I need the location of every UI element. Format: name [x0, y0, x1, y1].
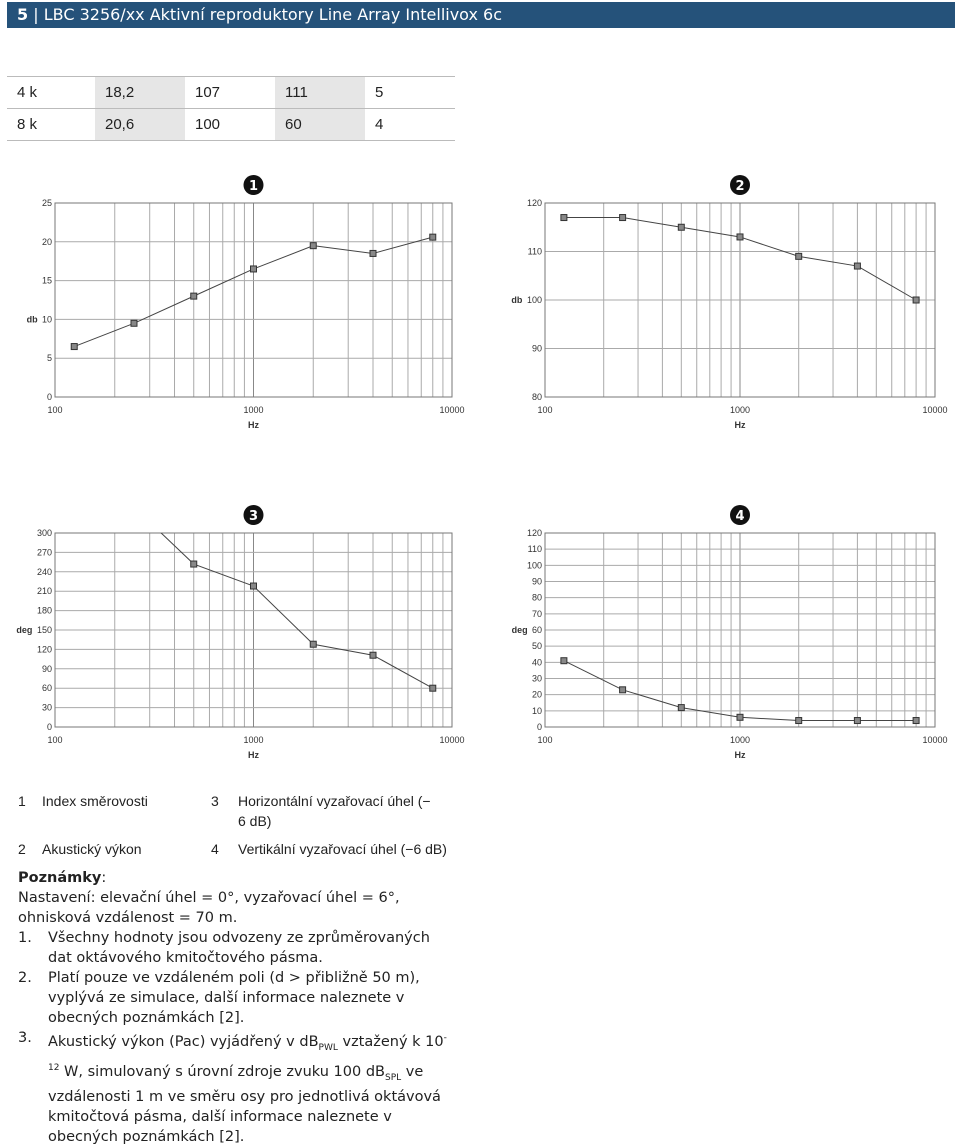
y-tick-label: 210 — [36, 586, 52, 597]
y-tick-label: 40 — [531, 657, 542, 668]
y-tick-label: 0 — [536, 722, 542, 732]
notes-setting: Nastavení: elevační úhel = 0°, vyzařovací úhel = 6°, ohnisková vzdálenost = 70 m. — [18, 890, 400, 926]
legend-text: Horizontální vyzařovací úhel (− — [238, 793, 431, 809]
note-item — [18, 968, 458, 1028]
x-axis-label: Hz — [734, 750, 746, 760]
x-axis-label: Hz — [248, 750, 259, 760]
note-subscript: SPL — [385, 1072, 402, 1083]
chart-badge-number: 4 — [735, 509, 745, 524]
legend-number: 1 — [18, 793, 26, 809]
y-tick-label: 70 — [531, 608, 542, 619]
table-cell: 111 — [275, 77, 365, 109]
notes-title-colon: : — [101, 870, 107, 886]
y-axis-label: db — [511, 295, 523, 305]
data-point — [620, 687, 626, 693]
y-tick-label: 0 — [46, 392, 52, 402]
y-tick-label: 10 — [531, 705, 542, 716]
chart-acoustic-power-svg — [480, 160, 960, 450]
table-row — [7, 109, 455, 141]
page-number: 5 — [17, 5, 29, 24]
x-tick-label: 10000 — [922, 735, 948, 745]
notes-heading — [18, 868, 458, 888]
y-tick-label: 60 — [531, 625, 542, 635]
legend-item-1 — [18, 793, 148, 809]
y-tick-label: 30 — [531, 673, 542, 684]
y-tick-label: 180 — [36, 605, 52, 616]
legend-number: 3 — [211, 793, 219, 809]
y-tick-label: 60 — [41, 683, 52, 694]
table-cell: 4 k — [7, 77, 95, 109]
header-separator: | — [33, 5, 44, 24]
y-tick-label: 100 — [526, 295, 542, 305]
data-point — [370, 250, 376, 256]
data-point — [561, 658, 567, 664]
table-cell: 4 — [365, 109, 455, 141]
data-point — [737, 234, 743, 240]
note-text: Všechny hodnoty jsou odvozeny ze zprůměrovaných dat oktávového kmitočtového pásma. — [48, 930, 430, 966]
table-cell: 100 — [185, 109, 275, 141]
chart-acoustic-power — [480, 160, 960, 450]
y-tick-label: 25 — [41, 198, 52, 208]
y-tick-label: 10 — [41, 314, 52, 325]
data-point — [678, 224, 684, 230]
data-point — [191, 293, 197, 299]
data-point — [620, 215, 626, 221]
y-tick-label: 20 — [531, 689, 542, 700]
notes-title: Poznámky — [18, 870, 102, 886]
notes-section — [18, 868, 458, 1147]
legend-number: 4 — [211, 841, 219, 857]
note-text-part: vztažený k 10 — [337, 1033, 444, 1050]
note-text-part: ve vzdálenosti 1 m ve směru osy pro jednotlivá oktávová kmitočtová pásma, další informace naleznete v obecných poznámkách [2]. — [48, 1063, 441, 1146]
note-text — [48, 1034, 447, 1146]
table-cell: 20,6 — [95, 109, 185, 141]
note-text-part: W, simulovaný s úrovní zdroje zvuku 100 dB — [59, 1063, 385, 1080]
legend-text: Vertikální vyzařovací úhel (−6 dB) — [238, 841, 447, 857]
data-point — [430, 685, 436, 691]
y-axis-label: deg — [511, 625, 528, 635]
y-tick-label: 80 — [531, 592, 542, 603]
note-text-part: Akustický výkon (Pac) vyjádřený v dB — [48, 1033, 319, 1050]
spec-table — [7, 76, 455, 141]
data-point — [796, 718, 802, 724]
x-tick-label: 1000 — [729, 735, 751, 745]
x-tick-label: 100 — [537, 405, 553, 415]
note-text: Platí pouze ve vzdáleném poli (d > přibližně 50 m), vyplývá ze simulace, další informace naleznete v obecných poznámkách [2]. — [48, 970, 420, 1026]
x-tick-label: 100 — [47, 735, 63, 745]
note-number: 1. — [18, 930, 32, 946]
table-cell: 107 — [185, 77, 275, 109]
data-point — [71, 344, 77, 350]
y-tick-label: 50 — [531, 641, 542, 652]
legend-number: 2 — [18, 841, 26, 857]
data-point — [854, 718, 860, 724]
data-point — [913, 297, 919, 303]
x-tick-label: 10000 — [439, 735, 465, 745]
table-row — [7, 77, 455, 109]
legend-item-3 — [211, 793, 431, 829]
y-tick-label: 110 — [527, 544, 542, 555]
y-tick-label: 30 — [41, 702, 52, 713]
data-point — [796, 253, 802, 259]
y-tick-label: 100 — [526, 560, 542, 571]
chart-vertical-angle — [480, 490, 960, 780]
y-tick-label: 120 — [36, 644, 52, 655]
data-point — [430, 234, 436, 240]
x-tick-label: 1000 — [243, 405, 264, 415]
data-point — [561, 215, 567, 221]
data-point — [678, 705, 684, 711]
table-cell: 5 — [365, 77, 455, 109]
y-tick-label: 15 — [41, 275, 52, 286]
data-point — [251, 583, 257, 589]
data-point — [191, 561, 197, 567]
y-tick-label: 240 — [36, 566, 52, 577]
x-axis-label: Hz — [734, 420, 746, 430]
legend-item-2 — [18, 841, 142, 857]
chart-badge-number: 1 — [248, 179, 259, 194]
y-tick-label: 120 — [526, 198, 542, 208]
chart-badge-number: 3 — [248, 509, 259, 524]
y-tick-label: 270 — [36, 547, 52, 558]
y-axis-label: db — [26, 314, 38, 325]
note-item — [18, 928, 458, 968]
note-subscript: PWL — [318, 1042, 338, 1053]
y-tick-label: 90 — [531, 343, 542, 354]
data-point — [251, 266, 257, 272]
data-point — [370, 652, 376, 658]
data-point — [737, 714, 743, 720]
note-number: 3. — [18, 1030, 32, 1046]
x-tick-label: 1000 — [243, 735, 264, 745]
chart-horizontal-angle-svg — [0, 490, 480, 780]
chart-directivity-index-svg — [0, 160, 480, 450]
note-number: 2. — [18, 970, 32, 986]
table-cell: 18,2 — [95, 77, 185, 109]
chart-horizontal-angle — [0, 490, 480, 780]
y-tick-label: 150 — [36, 625, 52, 635]
legend-text: Index směrovosti — [42, 793, 148, 809]
data-point — [131, 320, 137, 326]
legend-text: Akustický výkon — [42, 841, 142, 857]
page-header — [7, 2, 955, 28]
data-point — [913, 718, 919, 724]
table-cell: 8 k — [7, 109, 95, 141]
y-tick-label: 80 — [531, 392, 542, 402]
page-title: LBC 3256/xx Aktivní reproduktory Line Array Intellivox 6c — [43, 5, 503, 24]
data-point — [310, 641, 316, 647]
data-point — [854, 263, 860, 269]
y-axis-label: deg — [16, 625, 33, 635]
y-tick-label: 0 — [46, 722, 52, 732]
x-tick-label: 10000 — [922, 405, 948, 415]
legend-text-continued: 6 dB) — [238, 813, 272, 829]
x-tick-label: 100 — [47, 405, 63, 415]
y-tick-label: 120 — [526, 528, 542, 538]
x-tick-label: 100 — [537, 735, 553, 745]
y-tick-label: 5 — [46, 353, 52, 364]
data-point — [310, 243, 316, 249]
legend-item-4 — [211, 841, 447, 857]
x-axis-label: Hz — [248, 420, 259, 430]
y-tick-label: 20 — [41, 236, 52, 247]
x-tick-label: 1000 — [729, 405, 751, 415]
chart-directivity-index — [0, 160, 480, 450]
y-tick-label: 90 — [531, 576, 542, 587]
chart-vertical-angle-svg — [480, 490, 960, 780]
y-tick-label: 90 — [41, 663, 52, 674]
y-tick-label: 300 — [36, 528, 52, 538]
chart-badge-number: 2 — [735, 179, 745, 194]
table-cell: 60 — [275, 109, 365, 141]
note-item — [18, 1028, 458, 1147]
series-line — [134, 507, 433, 688]
y-tick-label: 110 — [527, 246, 542, 257]
x-tick-label: 10000 — [439, 405, 465, 415]
note-superscript: -12 — [48, 1033, 447, 1073]
